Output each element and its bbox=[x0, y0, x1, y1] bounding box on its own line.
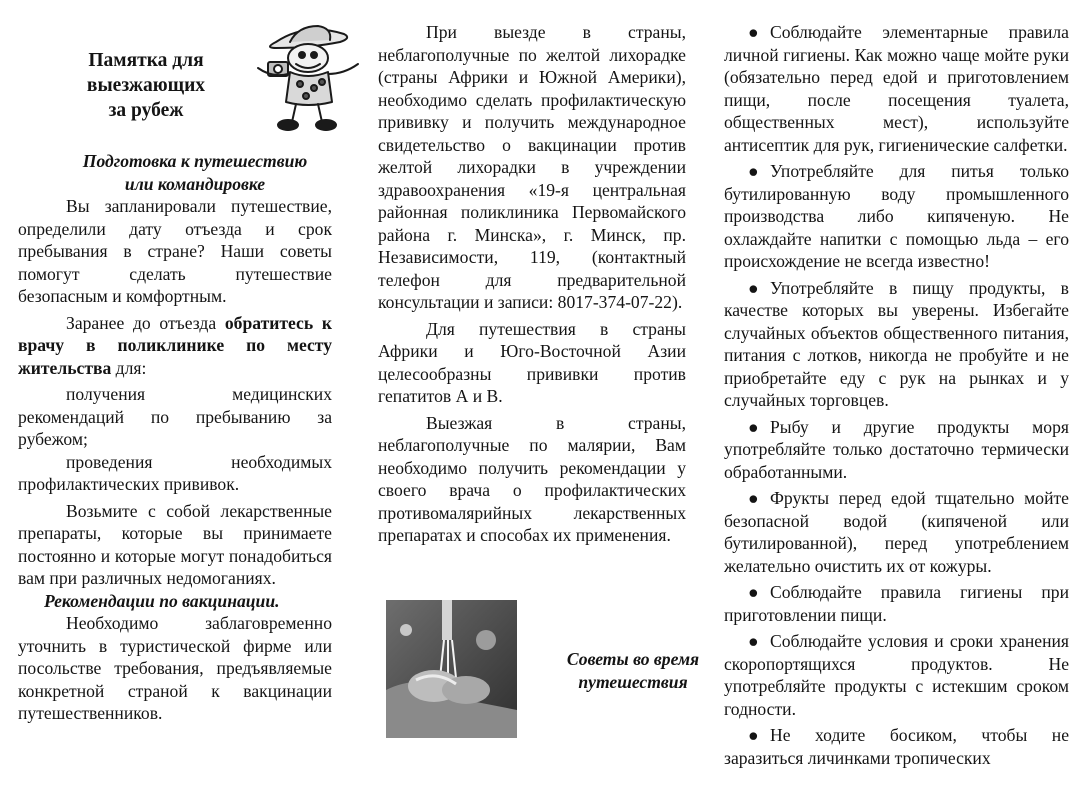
purpose-item-vaccinations: проведения необходимых профилактических прививок. bbox=[18, 451, 332, 494]
tip-item bbox=[724, 724, 1069, 769]
tip-item bbox=[724, 277, 1069, 412]
section-heading-preparation bbox=[58, 150, 332, 195]
travel-tips-heading bbox=[548, 648, 718, 693]
title-line-1: Памятка для bbox=[88, 50, 204, 71]
travel-tips-heading-line-1: Советы во время bbox=[566, 649, 700, 669]
column-middle bbox=[378, 21, 686, 547]
bullet-icon: ● bbox=[748, 725, 759, 745]
tip-item bbox=[724, 487, 1069, 577]
yellow-fever-paragraph bbox=[378, 21, 686, 314]
bullet-icon: ● bbox=[748, 161, 759, 181]
handwashing-photo bbox=[386, 600, 517, 738]
tip-item bbox=[724, 21, 1069, 156]
title-line-3: за рубеж bbox=[108, 100, 184, 121]
medicines-paragraph: Возьмите с собой лекарственные препараты, которые вы принимаете постоянно и которые могут понадобиться вам при различных недомоганиях. bbox=[18, 500, 332, 588]
column-left bbox=[18, 150, 332, 725]
tip-item bbox=[724, 416, 1069, 484]
doctor-paragraph-tail: для: bbox=[111, 357, 147, 378]
tip-text: Не ходите босиком, чтобы не заразиться личинками тропических bbox=[724, 725, 1069, 768]
bullet-icon: ● bbox=[748, 22, 759, 42]
tip-text: Рыбу и другие продукты моря употребляйте только достаточно термически обработанными. bbox=[724, 416, 1069, 482]
bullet-icon: ● bbox=[748, 582, 759, 602]
bullet-icon: ● bbox=[748, 277, 759, 298]
travel-tips-heading-line-2: путешествия bbox=[578, 671, 688, 692]
bullet-icon: ● bbox=[748, 416, 759, 437]
consultation-phone: 8017-374-07-22 bbox=[557, 292, 672, 312]
tip-text: Употребляйте в пищу продукты, в качестве которых вы уверены. Избегайте случайных объектов общественного питания, питания с лотков, никогда не пробуйте и не приобретайте еду с рук на рынках и у случайных торговцев. bbox=[724, 277, 1069, 410]
tip-text: Соблюдайте элементарные правила личной гигиены. Как можно чаще мойте руки (обязательно перед едой и приготовлением пищи, после посещения туалета, общественных мест), используйте антисептик для рук, гигиенические салфетки. bbox=[724, 22, 1069, 155]
hepatitis-paragraph: Для путешествия в страны Африки и Юго-Восточной Азии целесообразны прививки против гепатитов А и В. bbox=[378, 318, 686, 406]
tip-item bbox=[724, 630, 1069, 720]
tip-text: Фрукты перед едой тщательно мойте безопасной водой (кипяченой или бутилированной), перед употреблением желательно очистить их от кожуры. bbox=[724, 488, 1069, 576]
tourist-mascot-image bbox=[248, 18, 366, 133]
column-right bbox=[724, 21, 1069, 769]
section-heading-vaccination: Рекомендации по вакцинации. bbox=[44, 590, 280, 611]
doctor-paragraph bbox=[18, 312, 332, 380]
bullet-icon: ● bbox=[748, 631, 759, 651]
tip-text: Соблюдайте условия и сроки хранения скоропортящихся продуктов. Не употребляйте продукты с истекшим сроком годности. bbox=[724, 631, 1069, 719]
purpose-item-recommendations: получения медицинских рекомендаций по пребыванию за рубежом; bbox=[18, 384, 332, 449]
malaria-paragraph: Выезжая в страны, неблагополучные по малярии, Вам необходимо получить рекомендации у своего врача о профилактических противомалярийных лекарственных препаратах и способах их применения. bbox=[378, 412, 686, 545]
section-heading-preparation-line-2: или командировке bbox=[124, 173, 266, 194]
tip-text: Употребляйте для питья только бутилированную воду промышленного производства либо кипяченую. Не охлаждайте напитки с помощью льда – его происхождение не всегда известно! bbox=[724, 161, 1069, 271]
tip-text: Соблюдайте правила гигиены при приготовлении пищи. bbox=[724, 582, 1069, 625]
doctor-paragraph-lead: Заранее до отъезда bbox=[66, 312, 225, 333]
yellow-fever-text-end: ). bbox=[671, 292, 683, 312]
tip-item bbox=[724, 160, 1069, 273]
doctor-paragraph-emphasis: обратитесь к врачу в поликлинике по месту жительства bbox=[18, 312, 332, 378]
bullet-icon: ● bbox=[748, 488, 759, 508]
tip-item bbox=[724, 581, 1069, 626]
intro-paragraph: Вы запланировали путешествие, определили дату отъезда и срок пребывания в стране? Наши советы помогут сделать путешествие безопасным и комфортным. bbox=[18, 196, 332, 306]
yellow-fever-text: При выезде в страны, неблагополучные по желтой лихорадке (страны Африки и Южной Америки), необходимо сделать профилактическую прививку и получить международное свидетельство о вакцинации против желтой лихорадки в учреждении здравоохранения «19-я центральная районная поликлиника Первомайского района г. Минска», г. Минск, пр. Независимости, 119, (контактный телефон для предварительной консультации и записи: bbox=[378, 22, 686, 312]
document-title bbox=[60, 48, 232, 123]
title-line-2: выезжающих bbox=[86, 75, 206, 96]
vaccination-paragraph: Необходимо заблаговременно уточнить в туристической фирме или посольстве требования, предъявляемые конкретной страной к вакцинации путешественников. bbox=[18, 613, 332, 723]
section-heading-preparation-line-1: Подготовка к путешествию bbox=[82, 151, 308, 171]
